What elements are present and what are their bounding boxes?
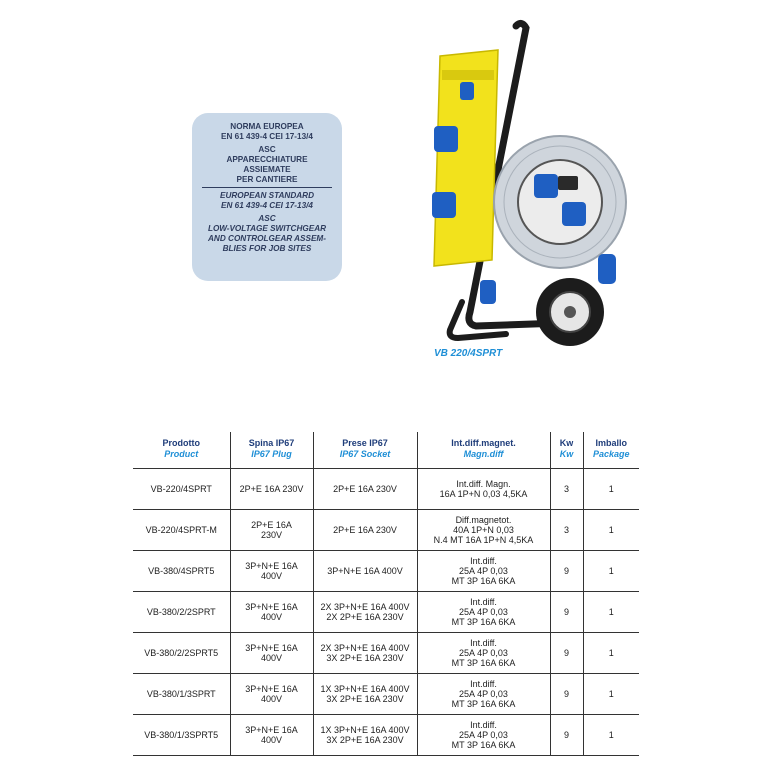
cell-plug-line: 3P+N+E 16A bbox=[245, 643, 298, 653]
cell-plug bbox=[230, 551, 313, 592]
cell-plug-line: 3P+N+E 16A bbox=[245, 684, 298, 694]
cell-package: 1 bbox=[583, 551, 639, 592]
cell-socket bbox=[313, 633, 417, 674]
box-rib bbox=[442, 70, 494, 80]
cell-product: VB-380/2/2SPRT5 bbox=[133, 633, 230, 674]
socket-icon bbox=[432, 192, 456, 218]
cell-breaker bbox=[417, 469, 550, 510]
cell-breaker-line: Diff.magnetot. bbox=[455, 515, 512, 525]
cell-breaker-line: 25A 4P 0,03 bbox=[459, 730, 508, 740]
badge-it-standard: NORMA EUROPEA bbox=[230, 122, 304, 131]
cell-kw: 9 bbox=[550, 551, 583, 592]
cell-socket bbox=[313, 592, 417, 633]
cell-socket bbox=[313, 551, 417, 592]
cell-breaker bbox=[417, 592, 550, 633]
cell-breaker-line: 25A 4P 0,03 bbox=[459, 566, 508, 576]
badge-it-desc-3: PER CANTIERE bbox=[236, 175, 298, 184]
cell-plug bbox=[230, 469, 313, 510]
cell-plug-line: 400V bbox=[260, 612, 283, 622]
socket-icon bbox=[434, 126, 458, 152]
wheel-axle bbox=[564, 306, 576, 318]
italian-standard-block bbox=[196, 122, 338, 185]
cell-socket-line: 1X 3P+N+E 16A 400V bbox=[320, 725, 410, 735]
cell-plug bbox=[230, 715, 313, 756]
cell-plug-line: 230V bbox=[260, 530, 283, 540]
cell-breaker-line: Int.diff. bbox=[470, 638, 497, 648]
cell-plug-line: 3P+N+E 16A bbox=[245, 602, 298, 612]
product-table bbox=[133, 432, 639, 756]
cell-socket-line: 3P+N+E 16A 400V bbox=[327, 566, 403, 576]
cell-plug-line: 400V bbox=[260, 735, 283, 745]
cell-plug-line: 400V bbox=[260, 571, 283, 581]
badge-en-code: EN 61 439-4 CEI 17-13/4 bbox=[221, 201, 313, 210]
badge-en-desc-3: BLIES FOR JOB SITES bbox=[222, 244, 312, 253]
cell-breaker bbox=[417, 715, 550, 756]
cell-product: VB-380/1/3SPRT5 bbox=[133, 715, 230, 756]
badge-divider bbox=[202, 187, 332, 188]
cell-product: VB-220/4SPRT-M bbox=[133, 510, 230, 551]
cell-breaker-line: MT 3P 16A 6KA bbox=[451, 576, 516, 586]
english-standard-block bbox=[196, 191, 338, 254]
cell-breaker-line: 25A 4P 0,03 bbox=[459, 607, 508, 617]
cell-socket-line: 3X 2P+E 16A 230V bbox=[326, 694, 404, 704]
cell-product: VB-380/4SPRT5 bbox=[133, 551, 230, 592]
table-row bbox=[133, 633, 639, 674]
cell-socket-line: 2X 3P+N+E 16A 400V bbox=[320, 602, 410, 612]
cell-plug-line: 400V bbox=[260, 653, 283, 663]
cell-breaker-line: Int.diff. Magn. bbox=[456, 479, 511, 489]
breaker-switch bbox=[558, 176, 578, 190]
badge-en-asc: ASC bbox=[258, 214, 276, 223]
header-breaker: Int.diff.magnet. Magn.diff bbox=[417, 432, 550, 469]
cell-plug bbox=[230, 674, 313, 715]
cell-kw: 3 bbox=[550, 469, 583, 510]
cell-kw: 9 bbox=[550, 592, 583, 633]
cell-breaker-line: MT 3P 16A 6KA bbox=[451, 617, 516, 627]
header-package: Imballo Package bbox=[583, 432, 639, 469]
cell-plug-line: 3P+N+E 16A bbox=[245, 725, 298, 735]
cell-plug bbox=[230, 633, 313, 674]
cell-package: 1 bbox=[583, 715, 639, 756]
badge-it-code: EN 61 439-4 CEI 17-13/4 bbox=[221, 132, 313, 141]
cell-product: VB-380/2/2SPRT bbox=[133, 592, 230, 633]
socket-icon bbox=[534, 174, 558, 198]
badge-it-asc: ASC bbox=[258, 145, 276, 154]
cell-breaker-line: MT 3P 16A 6KA bbox=[451, 699, 516, 709]
cell-breaker-line: MT 3P 16A 6KA bbox=[451, 658, 516, 668]
socket-icon bbox=[460, 82, 474, 100]
cell-breaker-line: Int.diff. bbox=[470, 556, 497, 566]
cell-plug bbox=[230, 592, 313, 633]
cell-socket-line: 3X 2P+E 16A 230V bbox=[326, 735, 404, 745]
badge-en-desc-2: AND CONTROLGEAR ASSEM- bbox=[208, 234, 326, 243]
cell-breaker bbox=[417, 510, 550, 551]
cell-breaker-line: 25A 4P 0,03 bbox=[459, 689, 508, 699]
cell-kw: 9 bbox=[550, 715, 583, 756]
reel-hub bbox=[518, 160, 602, 244]
cell-package: 1 bbox=[583, 510, 639, 551]
socket-icon bbox=[562, 202, 586, 226]
header-kw: Kw Kw bbox=[550, 432, 583, 469]
cell-plug-line: 2P+E 16A 230V bbox=[239, 484, 304, 494]
cell-breaker bbox=[417, 633, 550, 674]
cell-plug-line: 400V bbox=[260, 694, 283, 704]
cell-breaker-line: 40A 1P+N 0,03 bbox=[453, 525, 514, 535]
table-row bbox=[133, 674, 639, 715]
cell-package: 1 bbox=[583, 674, 639, 715]
header-product: Prodotto Product bbox=[162, 438, 200, 459]
cell-socket-line: 1X 3P+N+E 16A 400V bbox=[320, 684, 410, 694]
cable-reel-trolley-image bbox=[410, 12, 640, 352]
cell-plug-line: 3P+N+E 16A bbox=[245, 561, 298, 571]
table-body bbox=[133, 469, 639, 756]
badge-en-standard: EUROPEAN STANDARD bbox=[219, 191, 314, 200]
cell-package: 1 bbox=[583, 592, 639, 633]
cell-socket bbox=[313, 510, 417, 551]
cell-breaker bbox=[417, 674, 550, 715]
cell-breaker-line: Int.diff. bbox=[470, 597, 497, 607]
table-row bbox=[133, 592, 639, 633]
cell-product: VB-220/4SPRT bbox=[133, 469, 230, 510]
cell-breaker bbox=[417, 551, 550, 592]
badge-it-desc-2: ASSIEMATE bbox=[243, 165, 291, 174]
cell-breaker-line: Int.diff. bbox=[470, 679, 497, 689]
badge-it-desc-1: APPARECCHIATURE bbox=[226, 155, 308, 164]
cell-breaker-line: 25A 4P 0,03 bbox=[459, 648, 508, 658]
header-socket: Prese IP67 IP67 Socket bbox=[313, 432, 417, 469]
plug-icon bbox=[598, 254, 616, 284]
cell-breaker-line: MT 3P 16A 6KA bbox=[451, 740, 516, 750]
table-row bbox=[133, 510, 639, 551]
cell-socket-line: 3X 2P+E 16A 230V bbox=[326, 653, 404, 663]
cell-kw: 3 bbox=[550, 510, 583, 551]
product-caption: VB 220/4SPRT bbox=[434, 348, 503, 359]
cell-product: VB-380/1/3SPRT bbox=[133, 674, 230, 715]
header-plug: Spina IP67 IP67 Plug bbox=[230, 432, 313, 469]
badge-en-desc-1: LOW-VOLTAGE SWITCHGEAR bbox=[207, 224, 327, 233]
cell-breaker-line: N.4 MT 16A 1P+N 4,5KA bbox=[433, 535, 534, 545]
cell-socket bbox=[313, 469, 417, 510]
cell-socket-line: 2P+E 16A 230V bbox=[333, 484, 397, 494]
cell-socket bbox=[313, 715, 417, 756]
cell-kw: 9 bbox=[550, 633, 583, 674]
standards-badge bbox=[192, 113, 342, 281]
cell-socket-line: 2X 3P+N+E 16A 400V bbox=[320, 643, 410, 653]
cell-plug-line: 2P+E 16A bbox=[251, 520, 292, 530]
table-row bbox=[133, 715, 639, 756]
cell-plug bbox=[230, 510, 313, 551]
cell-breaker-line: Int.diff. bbox=[470, 720, 497, 730]
table-row bbox=[133, 551, 639, 592]
cell-socket bbox=[313, 674, 417, 715]
cell-package: 1 bbox=[583, 469, 639, 510]
cell-kw: 9 bbox=[550, 674, 583, 715]
table-row bbox=[133, 469, 639, 510]
plug-icon bbox=[480, 280, 496, 304]
table-header-row bbox=[133, 432, 639, 469]
cell-socket-line: 2P+E 16A 230V bbox=[333, 525, 397, 535]
cell-breaker-line: 16A 1P+N 0,03 4,5KA bbox=[439, 489, 528, 499]
cell-package: 1 bbox=[583, 633, 639, 674]
cell-socket-line: 2X 2P+E 16A 230V bbox=[326, 612, 404, 622]
trolley-foot bbox=[450, 302, 506, 338]
